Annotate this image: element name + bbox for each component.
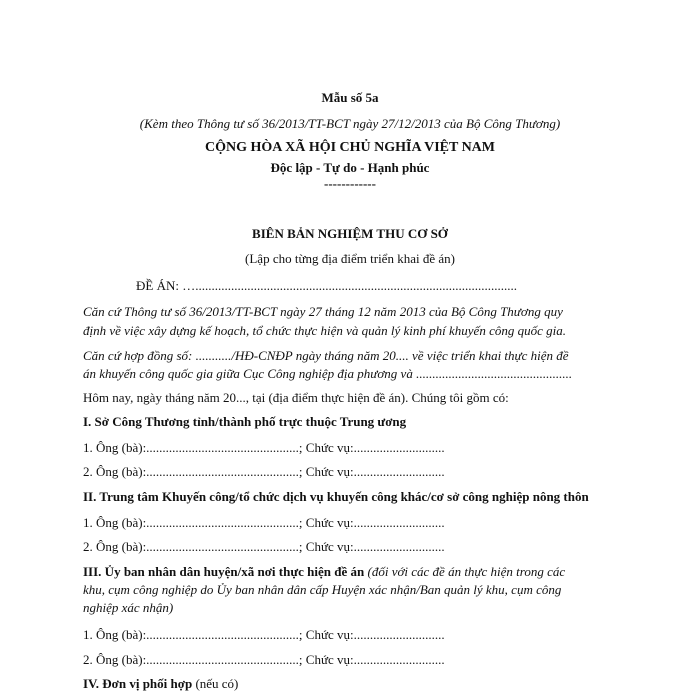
section-2-heading: II. Trung tâm Khuyến công/tổ chức dịch vụ khuyến công khác/cơ sở công nghiệp nông thôn	[83, 489, 589, 504]
section-2-row-1: 1. Ông (bà):...............................................; Chức vụ:............................	[83, 515, 445, 530]
motto: Độc lập - Tự do - Hạnh phúc	[270, 160, 430, 175]
form-number: Mẫu số 5a	[321, 90, 379, 105]
section-3-note-line-2: khu, cụm công nghiệp do Ủy ban nhân dân cấp Huyện xác nhận/Ban quản lý khu, cụm công	[83, 582, 562, 597]
document-subtitle: (Lập cho từng địa điểm triển khai đề án)	[245, 251, 455, 266]
section-4-heading: IV. Đơn vị phối hợp	[83, 676, 193, 691]
section-3-note: (đối với các đề án thực hiện trong các	[364, 564, 566, 579]
motto-divider: ------------	[324, 176, 376, 191]
section-1-row-1: 1. Ông (bà):...............................................; Chức vụ:............................	[83, 440, 445, 455]
section-1-row-2: 2. Ông (bà):...............................................; Chức vụ:............................	[83, 464, 445, 479]
section-2-row-2: 2. Ông (bà):...............................................; Chức vụ:............................	[83, 539, 445, 554]
section-3-heading-line	[83, 564, 565, 580]
section-1-heading: I. Sở Công Thương tỉnh/thành phố trực thuộc Trung ương	[83, 414, 407, 429]
section-3-heading: III. Ủy ban nhân dân huyện/xã nơi thực hiện đề án	[83, 564, 365, 579]
nation-title: CỘNG HÒA XÃ HỘI CHỦ NGHĨA VIỆT NAM	[204, 140, 495, 155]
section-3-row-2: 2. Ông (bà):...............................................; Chức vụ:............................	[83, 652, 445, 667]
section-3-row-1: 1. Ông (bà):...............................................; Chức vụ:............................	[83, 627, 445, 642]
attachment-note: (Kèm theo Thông tư số 36/2013/TT-BCT ngày 27/12/2013 của Bộ Công Thương)	[139, 116, 561, 131]
document-title: BIÊN BẢN NGHIỆM THU CƠ SỞ	[252, 226, 448, 241]
today-line: Hôm nay, ngày tháng năm 20..., tại (địa điểm thực hiện đề án). Chúng tôi gồm có:	[83, 390, 509, 405]
basis-1-line-2: định về việc xây dựng kế hoạch, tổ chức thực hiện và quản lý kinh phí khuyến công quốc gia.	[83, 323, 566, 338]
basis-1-line-1: Căn cứ Thông tư số 36/2013/TT-BCT ngày 27 tháng 12 năm 2013 của Bộ Công Thương quy	[83, 304, 563, 319]
section-4-heading-line	[83, 676, 238, 692]
section-4-note: (nếu có)	[192, 676, 239, 691]
project-line: ĐỀ ÁN: …...................................................................................................	[136, 278, 517, 293]
basis-2-line-2: án khuyến công quốc gia giữa Cục Công nghiệp địa phương và ................................................	[83, 366, 573, 381]
basis-2-line-1: Căn cứ hợp đồng số: .........../HĐ-CNĐP ngày tháng năm 20.... về việc triển khai thực hiện đề	[83, 348, 569, 363]
section-3-note-line-3: nghiệp xác nhận)	[83, 600, 174, 615]
